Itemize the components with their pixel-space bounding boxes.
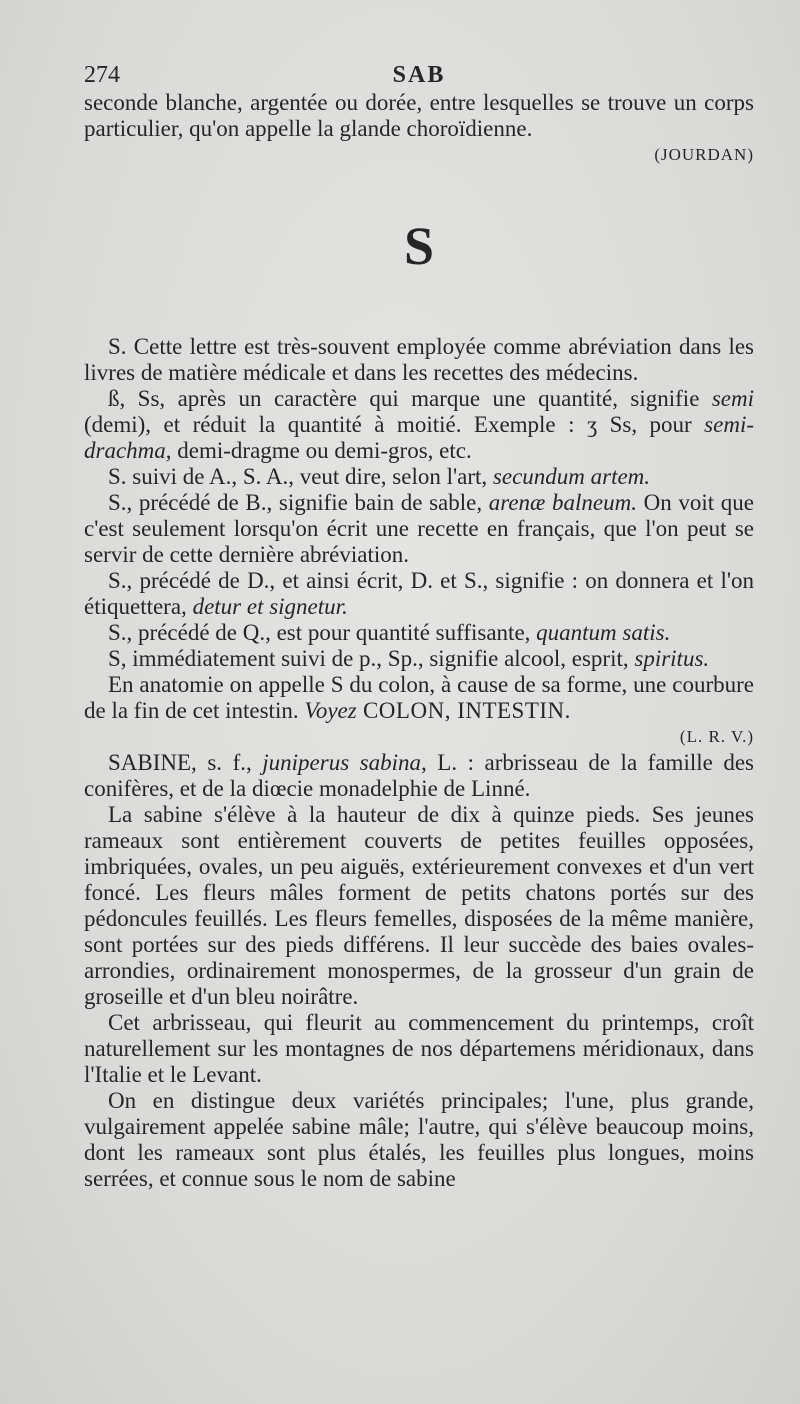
italic-run: secundum artem. [492,464,651,489]
paragraph-detur-signetur [84,568,754,620]
text-run: (demi), et réduit la quantité à moitié. Exemple : ʒ Ss, pour [84,412,705,437]
paragraph-anatomie [84,672,754,724]
entry-headword: SABINE, s. f., [108,750,263,775]
paragraph-quantum-satis [84,620,754,646]
paragraph-spiritus [84,646,754,672]
text-run: S, immédiatement suivi de p., Sp., signifie alcool, esprit, [108,646,635,671]
text-run: , demi-dragme ou demi-gros, etc. [165,438,472,463]
author-signature-jourdan: (JOURDAN) [654,145,754,164]
paragraph-intro: seconde blanche, argentée ou dorée, entre lesquelles se trouve un corps particulier, qu'on appelle la glande choroïdienne. [84,90,754,141]
cross-reference: COLON, INTESTIN. [356,698,571,723]
text-run: ß, Ss, après un caractère qui marque une quantité, signifie [108,386,712,411]
running-head: SAB [392,62,446,88]
paragraph-semi [84,386,754,464]
italic-run: Voyez [304,698,357,723]
italic-run: quantum satis. [536,620,671,645]
author-signature-lrv: (L. R. V.) [679,727,754,746]
text-run: S. suivi de A., S. A., veut dire, selon l'art, [108,464,493,489]
page-body [84,90,754,1192]
text-run: S., précédé de B., signifie bain de sable, [108,490,489,515]
text-run: S., précédé de D., et ainsi écrit, D. et S., signifie : on donnera et l'on étiquettera, [84,568,754,619]
paragraph-sabine-habitat: Cet arbrisseau, qui fleurit au commencement du printemps, croît naturellement sur les montagnes de nos départemens méridionaux, dans l'Italie et le Levant. [84,1010,754,1087]
italic-run: juniperus sabina [262,750,422,775]
text-run: , L. : arbrisseau de la famille des conifères, et de la diœcie monadelphie de Linné. [84,750,755,801]
text-run: S., précédé de Q., est pour quantité suffisante, [108,620,537,645]
text-run: On voit que c'est seulement lorsqu'on écrit une recette en français, que l'on peut se servir de cette dernière abréviation. [84,490,754,567]
paragraph-sabine-description: La sabine s'élève à la hauteur de dix à quinze pieds. Ses jeunes rameaux sont entièrement couverts de petites feuilles opposées, imbriquées, ovales, un peu aiguës, extérieurement convexes et d'un vert foncé. Les fleurs mâles forment de petits chatons portés sur des pédoncules feuillés. Les fleurs femelles, disposées de la même manière, sont portées sur des pieds différens. Il leur succède des baies ovales-arrondies, ordinairement monospermes, de la grosseur d'un grain de groseille et d'un bleu noirâtre. [84,802,754,1009]
italic-run: arenæ balneum. [488,490,637,515]
paragraph-arenae-balneum [84,490,754,568]
page-number: 274 [84,62,120,88]
paragraph-sabine-varieties: On en distingue deux variétés principales; l'une, plus grande, vulgairement appelée sabine mâle; l'autre, qui s'élève beaucoup moins, dont les rameaux sont plus étalés, les feuilles plus longues, moins serrées, et connue sous le nom de sabine [84,1088,754,1191]
italic-run: detur et signetur. [192,594,348,619]
section-letter: S [403,216,435,276]
italic-run: semi [711,386,754,411]
text-run: En anatomie on appelle S du colon, à cause de sa forme, une courbure de la fin de cet intestin. [84,672,754,723]
paragraph-secundum-artem [84,464,754,490]
paragraph-sabine-entry [84,750,754,802]
italic-run: spiritus. [634,646,710,671]
paragraph-s-definition: S. Cette lettre est très-souvent employée comme abréviation dans les livres de matière médicale et dans les recettes des médecins. [84,334,754,385]
italic-run: semi-drachma [84,412,754,463]
